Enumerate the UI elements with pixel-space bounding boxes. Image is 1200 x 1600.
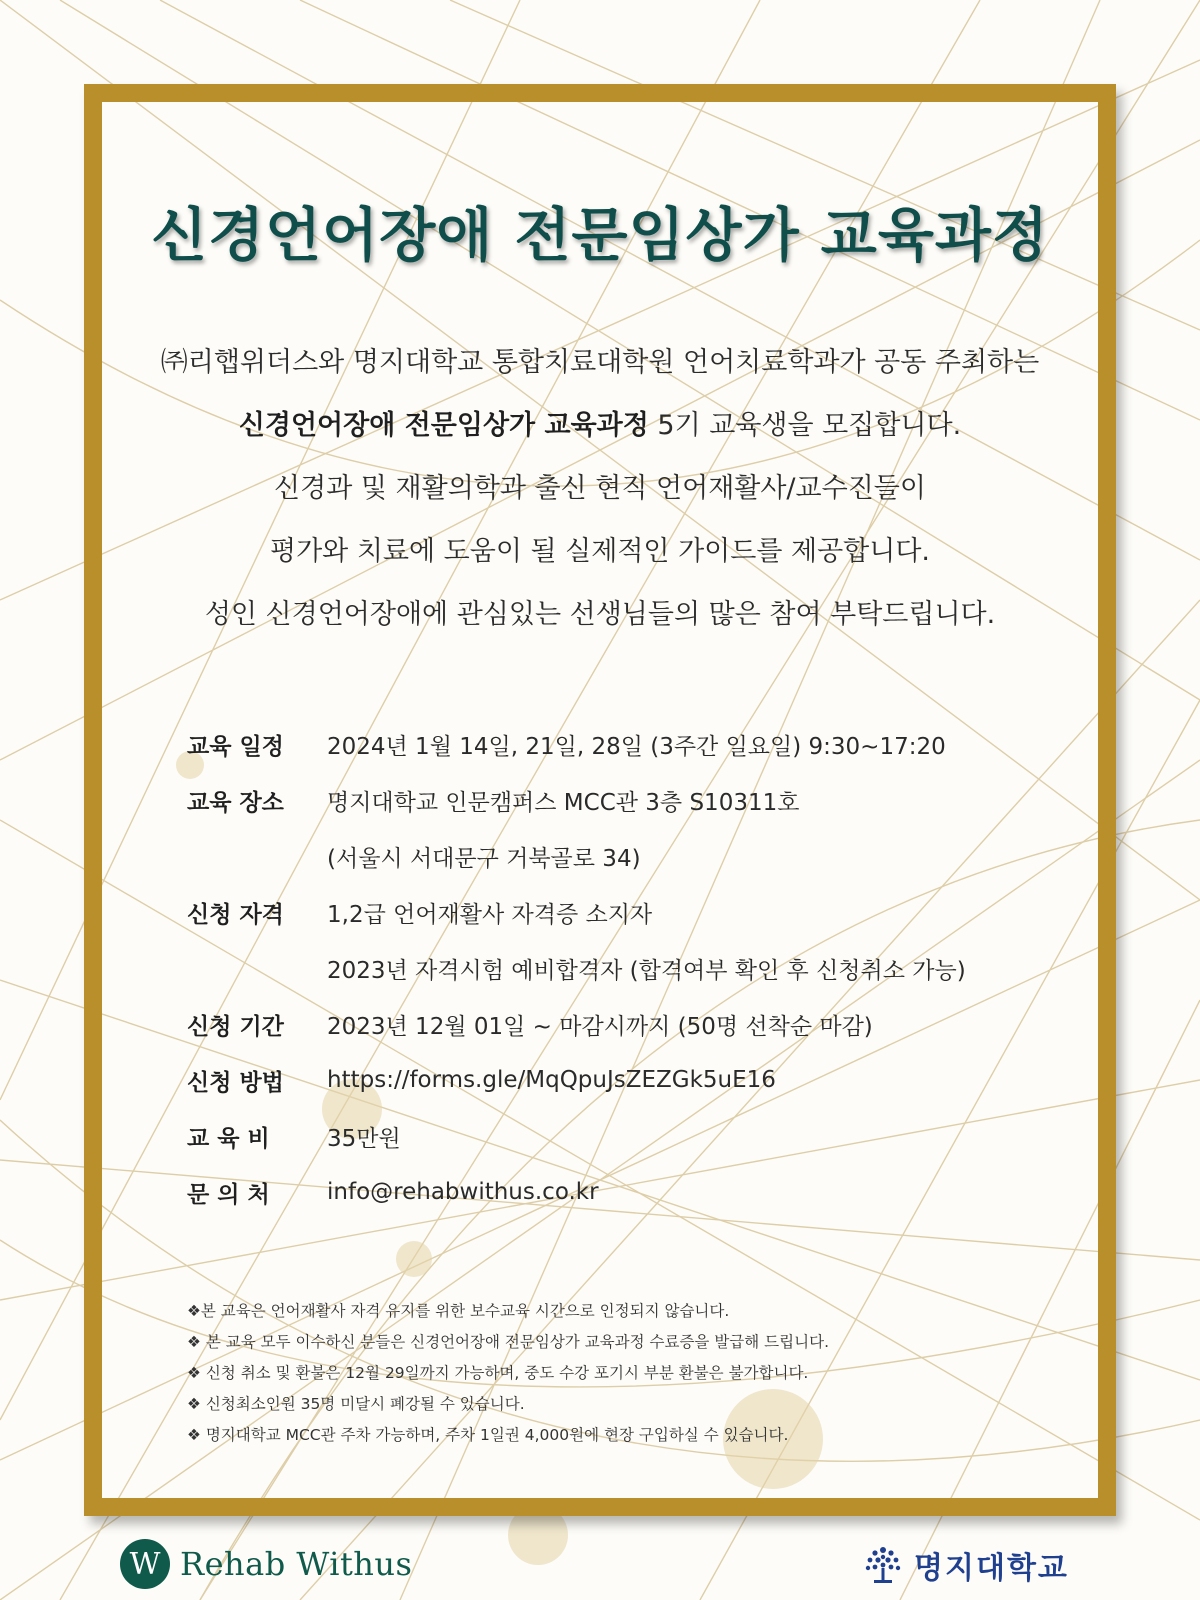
intro-line-2 (0, 405, 1200, 468)
contact-email[interactable]: info@rehabwithus.co.kr (327, 1179, 599, 1205)
info-row-qualification-2 (187, 940, 1067, 996)
note-item: ❖ 본 교육 모두 이수하신 분들은 신경언어장애 전문임상가 교육과정 수료증을 발급해 드립니다. (187, 1333, 829, 1351)
fee-value: 35만원 (327, 1125, 401, 1152)
application-form-link[interactable]: https://forms.gle/MqQpuJsZEZGk5uE16 (327, 1067, 776, 1093)
rehab-withus-logo (120, 1536, 412, 1592)
intro-line-1: ㈜리햅위더스와 명지대학교 통합치료대학원 언어치료학과가 공동 주최하는 (160, 347, 1040, 378)
info-row-qualification (187, 884, 1067, 940)
intro-line-4: 평가와 치료에 도움이 될 실제적인 가이드를 제공합니다. (270, 536, 930, 567)
info-row-place-address (187, 828, 1067, 884)
rehab-withus-name: Rehab Withus (180, 1545, 413, 1583)
info-row-period (187, 996, 1067, 1052)
contact-label: 문 의 처 (187, 1181, 270, 1208)
fee-label: 교 육 비 (187, 1125, 270, 1152)
place-address: (서울시 서대문구 거북골로 34) (327, 845, 641, 872)
intro-line-3: 신경과 및 재활의학과 출신 현직 언어재활사/교수진들이 (274, 473, 926, 504)
intro-paragraph (0, 342, 1200, 657)
schedule-value: 2024년 1월 14일, 21일, 28일 (3주간 일요일) 9:30~17:20 (327, 733, 946, 760)
qualification-value-2: 2023년 자격시험 예비합격자 (합격여부 확인 후 신청취소 가능) (327, 957, 966, 984)
method-label: 신청 방법 (187, 1069, 284, 1096)
qualification-label: 신청 자격 (187, 901, 284, 928)
note-item: ❖본 교육은 언어재활사 자격 유지를 위한 보수교육 시간으로 인정되지 않습니다. (187, 1302, 730, 1320)
note-item: ❖ 신청최소인원 35명 미달시 폐강될 수 있습니다. (187, 1395, 525, 1413)
rehab-withus-mark: W (120, 1539, 170, 1589)
place-value: 명지대학교 인문캠퍼스 MCC관 3층 S10311호 (327, 789, 800, 816)
info-row-schedule (187, 716, 1067, 772)
place-label: 교육 장소 (187, 789, 284, 816)
period-value: 2023년 12월 01일 ~ 마감시까지 (50명 선착순 마감) (327, 1013, 873, 1040)
page-title: 신경언어장애 전문임상가 교육과정 (151, 201, 1049, 269)
schedule-label: 교육 일정 (187, 733, 284, 760)
myongji-university-name: 명지대학교 (914, 1551, 1069, 1586)
myongji-university-logo (860, 1540, 1069, 1590)
info-row-fee (187, 1108, 1067, 1164)
notes-list (187, 1296, 1007, 1451)
note-item: ❖ 명지대학교 MCC관 주차 가능하며, 주차 1일권 4,000원에 현장 구입하실 수 있습니다. (187, 1426, 789, 1444)
intro-course-name: 신경언어장애 전문임상가 교육과정 (238, 410, 649, 441)
intro-line-5: 성인 신경언어장애에 관심있는 선생님들의 많은 참여 부탁드립니다. (204, 599, 996, 630)
course-info-list (187, 716, 1067, 1220)
period-label: 신청 기간 (187, 1013, 284, 1040)
qualification-value-1: 1,2급 언어재활사 자격증 소지자 (327, 901, 653, 928)
myongji-emblem-icon (860, 1542, 906, 1588)
info-row-method (187, 1052, 1067, 1108)
info-row-place (187, 772, 1067, 828)
intro-line-2-rest: 5기 교육생을 모집합니다. (648, 410, 962, 441)
note-item: ❖ 신청 취소 및 환불은 12월 29일까지 가능하며, 중도 수강 포기시 부분 환불은 불가합니다. (187, 1364, 809, 1382)
info-row-contact (187, 1164, 1067, 1220)
